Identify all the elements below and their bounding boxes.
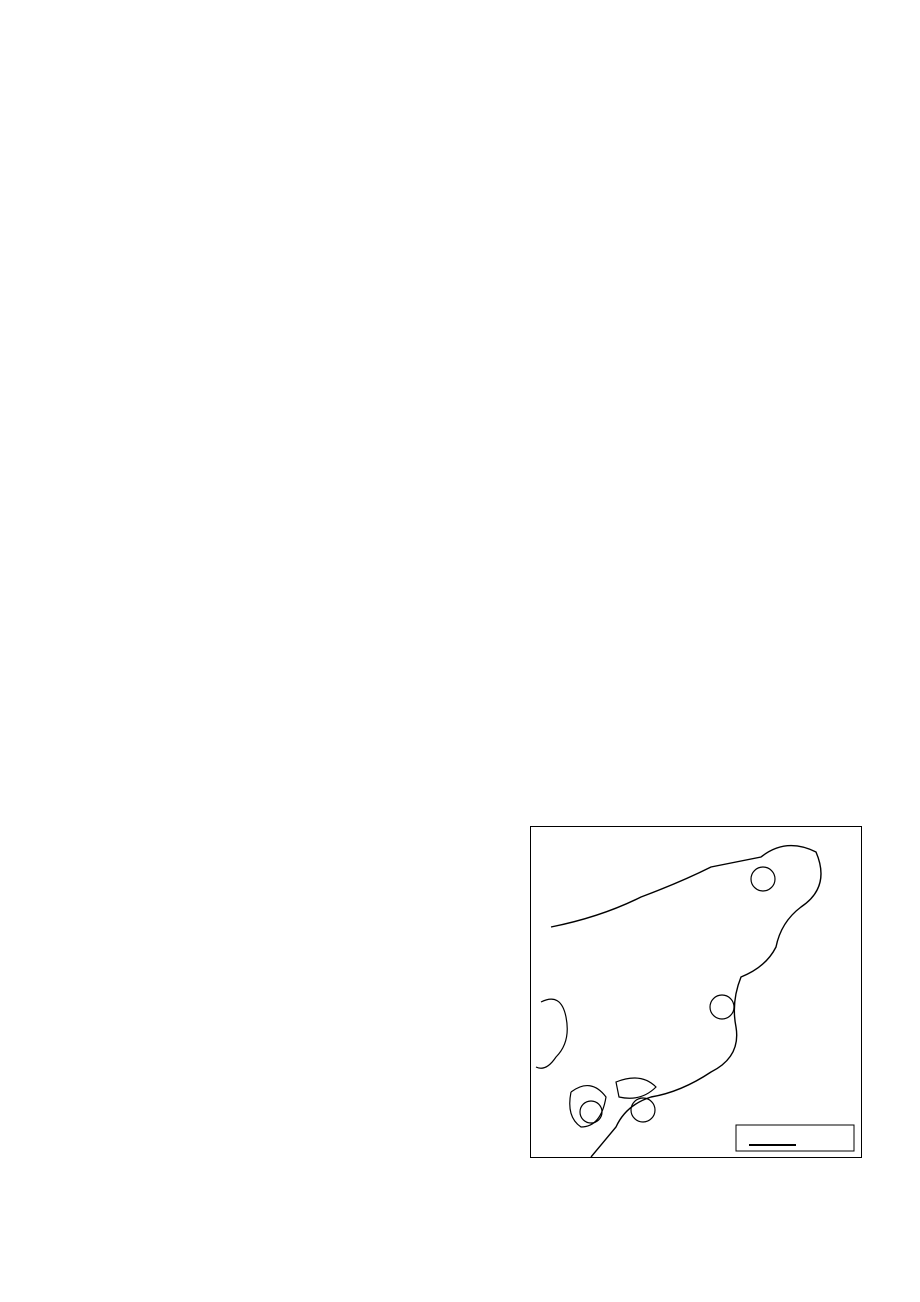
scale-box [736, 1125, 854, 1151]
chapter-heading [66, 674, 186, 693]
japan-map-svg [531, 827, 861, 1157]
korea-coast [536, 999, 567, 1068]
island-3-marker [631, 1098, 655, 1122]
coastline [551, 846, 821, 1157]
island-4-marker [580, 1101, 602, 1123]
island-2-marker [710, 995, 734, 1019]
japan-map [530, 826, 862, 1158]
shikoku [616, 1078, 656, 1098]
island-1-marker [751, 867, 775, 891]
